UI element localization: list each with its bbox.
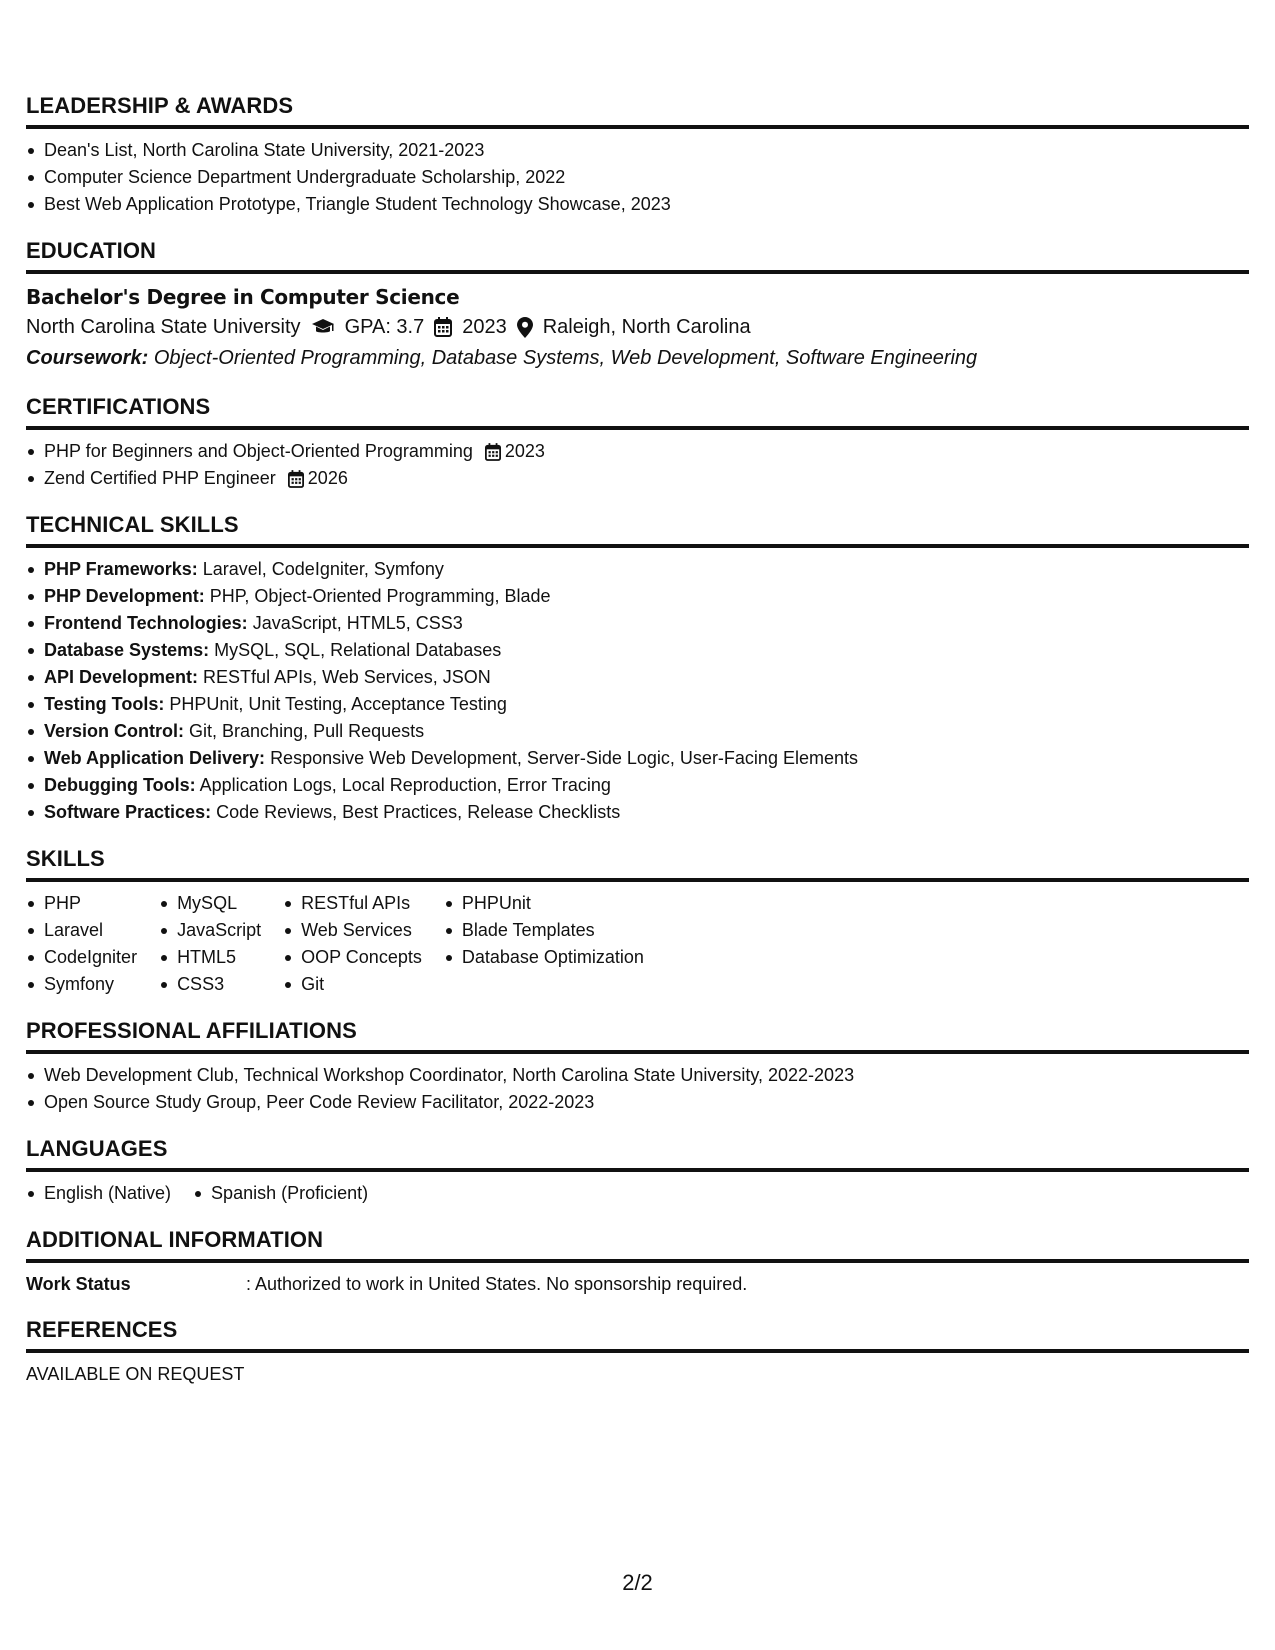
list-item: PHPUnit [444, 890, 644, 917]
section-title: CERTIFICATIONS [26, 394, 1249, 430]
references-section [26, 1317, 1249, 1387]
skill-label: Debugging Tools: [44, 775, 196, 795]
languages-section [26, 1136, 1249, 1207]
gpa: GPA: 3.7 [344, 316, 425, 338]
skill-value: PHPUnit, Unit Testing, Acceptance Testing [169, 694, 507, 714]
skill-label: PHP Frameworks: [44, 559, 198, 579]
list-item: Open Source Study Group, Peer Code Review Facilitator, 2022-2023 [26, 1089, 1249, 1116]
list-item [26, 745, 1249, 772]
list-item: Web Development Club, Technical Workshop Coordinator, North Carolina State University, 2022-2023 [26, 1062, 1249, 1089]
list-item: English (Native) [26, 1180, 171, 1207]
certification-name: PHP for Beginners and Object-Oriented Programming [44, 441, 473, 461]
section-title: EDUCATION [26, 238, 1249, 274]
additional-info-section [26, 1227, 1249, 1297]
skills-column [444, 890, 644, 998]
skills-column [26, 890, 137, 998]
affiliations-section [26, 1018, 1249, 1116]
skill-value: PHP, Object-Oriented Programming, Blade [209, 586, 551, 606]
technical-skills-list [26, 556, 1249, 826]
awards-list [26, 137, 1249, 218]
certification-name: Zend Certified PHP Engineer [44, 468, 276, 488]
skill-label: Database Systems: [44, 640, 210, 660]
coursework-list: Object-Oriented Programming, Database Systems, Web Development, Software Engineering [153, 347, 978, 369]
list-item: Web Services [283, 917, 422, 944]
list-item [26, 610, 1249, 637]
graduation-cap-icon [311, 318, 335, 336]
skill-value: Application Logs, Local Reproduction, Error Tracing [199, 775, 611, 795]
calendar-icon [288, 470, 304, 488]
section-title: PROFESSIONAL AFFILIATIONS [26, 1018, 1249, 1054]
resume-page [26, 93, 1249, 1407]
list-item: Git [283, 971, 422, 998]
list-item: Laravel [26, 917, 137, 944]
certifications-section [26, 394, 1249, 492]
languages-list [26, 1180, 1249, 1207]
list-item [26, 583, 1249, 610]
work-status-row [26, 1271, 1249, 1297]
skill-label: Web Application Delivery: [44, 748, 266, 768]
affiliations-list [26, 1062, 1249, 1116]
skill-value: JavaScript, HTML5, CSS3 [252, 613, 463, 633]
leadership-section [26, 93, 1249, 218]
graduation-year: 2023 [462, 316, 507, 338]
certification-year: 2026 [307, 468, 348, 488]
list-item [26, 691, 1249, 718]
list-item: Database Optimization [444, 944, 644, 971]
skills-column [159, 890, 261, 998]
list-item [26, 772, 1249, 799]
section-title: ADDITIONAL INFORMATION [26, 1227, 1249, 1263]
list-item: RESTful APIs [283, 890, 422, 917]
section-title: LANGUAGES [26, 1136, 1249, 1172]
technical-skills-section [26, 512, 1249, 826]
list-item: Computer Science Department Undergraduate Scholarship, 2022 [26, 164, 1249, 191]
list-item: Spanish (Proficient) [193, 1180, 368, 1207]
calendar-icon [485, 443, 501, 461]
degree-title: Bachelor's Degree in Computer Science [26, 285, 460, 309]
skill-label: Version Control: [44, 721, 185, 741]
section-title: LEADERSHIP & AWARDS [26, 93, 1249, 129]
list-item: CodeIgniter [26, 944, 137, 971]
list-item: Symfony [26, 971, 137, 998]
list-item [26, 438, 1249, 465]
list-item [26, 556, 1249, 583]
list-item [26, 799, 1249, 826]
list-item: OOP Concepts [283, 944, 422, 971]
education-details [26, 312, 1249, 342]
certification-year: 2023 [504, 441, 545, 461]
map-pin-icon [517, 317, 533, 338]
list-item: CSS3 [159, 971, 261, 998]
school-name: North Carolina State University [26, 316, 301, 338]
section-title: SKILLS [26, 846, 1249, 882]
references-text: AVAILABLE ON REQUEST [26, 1364, 245, 1384]
calendar-icon [434, 317, 452, 337]
section-title: TECHNICAL SKILLS [26, 512, 1249, 548]
page-number: 2/2 [622, 1570, 653, 1595]
skill-value: MySQL, SQL, Relational Databases [214, 640, 502, 660]
section-title: REFERENCES [26, 1317, 1249, 1353]
skill-label: Frontend Technologies: [44, 613, 248, 633]
list-item: Best Web Application Prototype, Triangle Student Technology Showcase, 2023 [26, 191, 1249, 218]
skills-columns [26, 890, 1249, 998]
skill-value: Code Reviews, Best Practices, Release Checklists [216, 802, 621, 822]
list-item: JavaScript [159, 917, 261, 944]
list-item [26, 637, 1249, 664]
list-item [26, 664, 1249, 691]
skill-value: RESTful APIs, Web Services, JSON [203, 667, 491, 687]
list-item: MySQL [159, 890, 261, 917]
list-item: Blade Templates [444, 917, 644, 944]
coursework-label: Coursework: [26, 347, 149, 369]
skill-value: Git, Branching, Pull Requests [189, 721, 425, 741]
work-status-value: : Authorized to work in United States. No sponsorship required. [246, 1274, 748, 1294]
coursework [26, 342, 1249, 374]
skill-label: PHP Development: [44, 586, 205, 606]
skill-value: Responsive Web Development, Server-Side Logic, User-Facing Elements [270, 748, 858, 768]
skill-value: Laravel, CodeIgniter, Symfony [202, 559, 444, 579]
list-item: PHP [26, 890, 137, 917]
skills-column [283, 890, 422, 998]
skill-label: API Development: [44, 667, 199, 687]
education-section [26, 238, 1249, 374]
list-item: Dean's List, North Carolina State University, 2021-2023 [26, 137, 1249, 164]
skill-label: Software Practices: [44, 802, 212, 822]
location: Raleigh, North Carolina [542, 316, 751, 338]
list-item [26, 465, 1249, 492]
work-status-label: Work Status [26, 1274, 131, 1294]
skills-section [26, 846, 1249, 998]
certifications-list [26, 438, 1249, 492]
list-item: HTML5 [159, 944, 261, 971]
list-item [26, 718, 1249, 745]
skill-label: Testing Tools: [44, 694, 165, 714]
